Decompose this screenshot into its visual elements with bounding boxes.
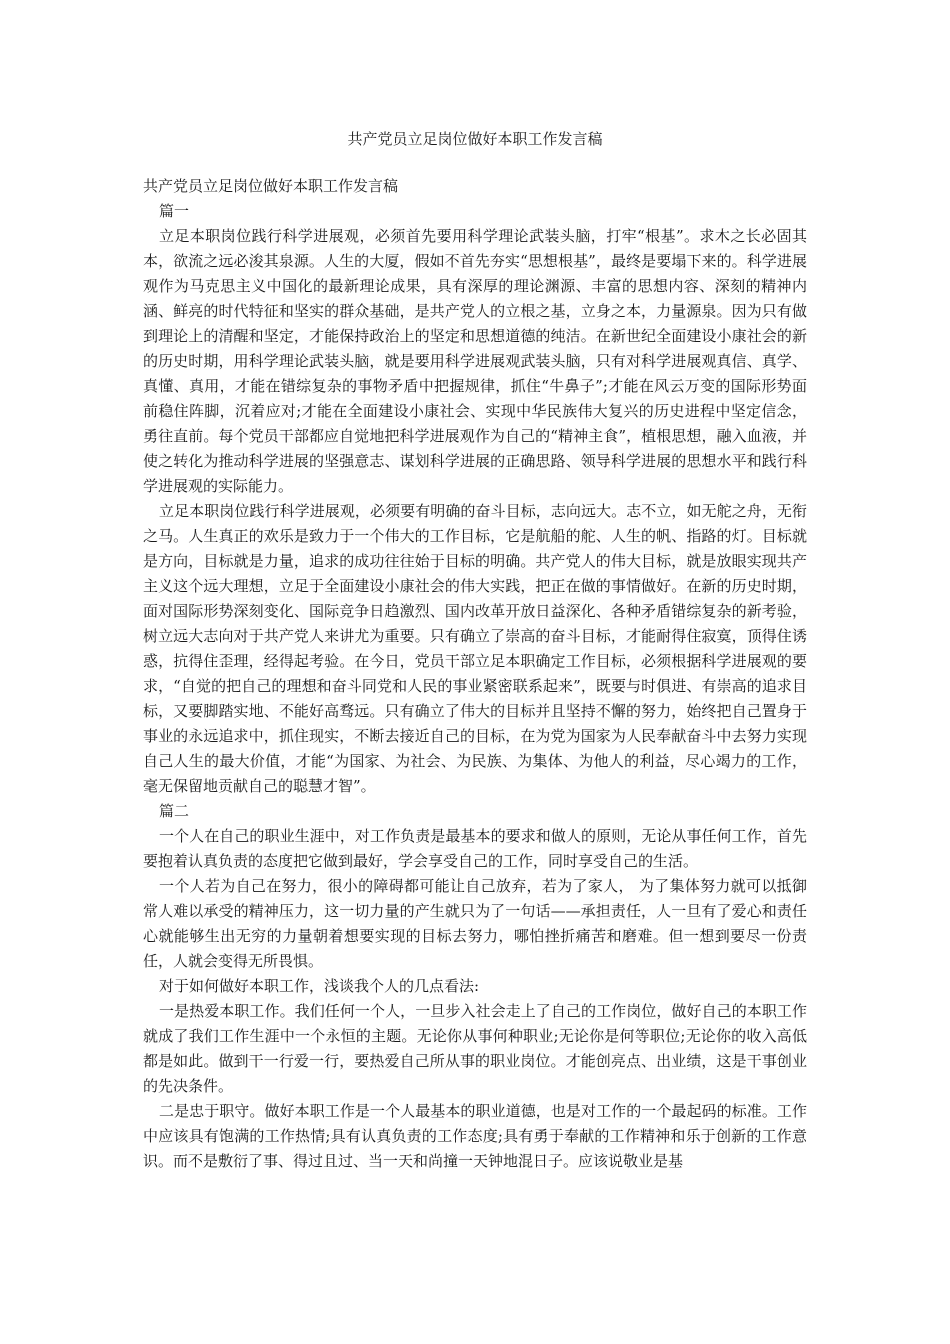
document-subtitle: 共产党员立足岗位做好本职工作发言稿 bbox=[143, 177, 399, 195]
paragraph-4: 一个人若为自己在努力，很小的障碍都可能让自己放弃，若为了家人， 为了集体努力就可以抵御常人难以承受的精神压力，这一切力量的产生就只为了一句话——承担责任，人一旦有了爱心和责任心就能够生出无穷的力量朝着想要实现的目标去努力，哪怕挫折痛苦和磨难。但一想到要尽一份责任，人就会变得无所畏惧。 bbox=[143, 877, 807, 970]
paragraph-7: 二是忠于职守。做好本职工作是一个人最基本的职业道德，也是对工作的一个最起码的标准。工作中应该具有饱满的工作热情;具有认真负责的工作态度;具有勇于奉献的工作精神和乐于创新的工作意识。而不是敷衍了事、得过且过、当一天和尚撞一天钟地混日子。应该说敬业是基 bbox=[143, 1102, 807, 1170]
document-title: 共产党员立足岗位做好本职工作发言稿 bbox=[347, 130, 603, 148]
paragraph-1: 立足本职岗位践行科学进展观，必须首先要用科学理论武装头脑，打牢“根基”。求木之长必固其本，欲流之远必浚其泉源。人生的大厦，假如不首先夯实“思想根基”，最终是要塌下来的。科学进展观作为马克思主义中国化的最新理论成果，具有深厚的理论渊源、丰富的思想内容、深刻的精神内涵、鲜亮的时代特征和坚实的群众基础，是共产党人的立根之基，立身之本，力量源泉。因为只有做到理论上的清醒和坚定，才能保持政治上的坚定和思想道德的纯洁。在新世纪全面建设小康社会的新的历史时期，用科学理论武装头脑，就是要用科学进展观武装头脑，只有对科学进展观真信、真学、真懂、真用，才能在错综复杂的事物矛盾中把握规律，抓住“牛鼻子”;才能在风云万变的国际形势面前稳住阵脚，沉着应对;才能在全面建设小康社会、实现中华民族伟大复兴的历史进程中坚定信念，勇往直前。每个党员干部都应自觉地把科学进展观作为自己的“精神主食”，植根思想，融入血液，并使之转化为推动科学进展的坚强意志、谋划科学进展的正确思路、领导科学进展的思想水平和践行科学进展观的实际能力。 bbox=[143, 227, 807, 495]
paragraph-5: 对于如何做好本职工作，浅谈我个人的几点看法: bbox=[159, 977, 480, 995]
paragraph-2: 立足本职岗位践行科学进展观，必须要有明确的奋斗目标，志向远大。志不立，如无舵之舟，无衔之马。人生真正的欢乐是致力于一个伟大的工作目标，它是航船的舵、人生的帆、指路的灯。目标就是方向，目标就是力量，追求的成功往往始于目标的明确。共产党人的伟大目标，就是放眼实现共产主义这个远大理想，立足于全面建设小康社会的伟大实践，把正在做的事情做好。在新的历史时期，面对国际形势深刻变化、国际竞争日趋激烈、国内改革开放日益深化、各种矛盾错综复杂的新考验，树立远大志向对于共产党人来讲尤为重要。只有确立了崇高的奋斗目标，才能耐得住寂寞，顶得住诱惑，抗得住歪理，经得起考验。在今日，党员干部立足本职确定工作目标，必须根据科学进展观的要求，“自觉的把自己的理想和奋斗同党和人民的事业紧密联系起来”，既要与时俱进、有崇高的追求目标，又要脚踏实地、不能好高骛远。只有确立了伟大的目标并且坚持不懈的努力，始终把自己置身于事业的永远追求中，抓住现实，不断去接近自己的目标，在为党为国家为人民奉献奋斗中去努力实现自己人生的最大价值，才能“为国家、为社会、为民族、为集体、为他人的利益，尽心竭力的工作，毫无保留地贡献自己的聪慧才智”。 bbox=[143, 502, 807, 795]
section-heading-1: 篇一 bbox=[159, 202, 190, 220]
paragraph-3: 一个人在自己的职业生涯中，对工作负责是最基本的要求和做人的原则，无论从事任何工作，首先要抱着认真负责的态度把它做到最好，学会享受自己的工作，同时享受自己的生活。 bbox=[143, 827, 807, 870]
section-heading-2: 篇二 bbox=[159, 802, 190, 820]
document-body bbox=[143, 174, 807, 1174]
paragraph-6: 一是热爱本职工作。我们任何一个人，一旦步入社会走上了自己的工作岗位，做好自己的本职工作就成了我们工作生涯中一个永恒的主题。无论你从事何种职业;无论你是何等职位;无论你的收入高低都是如此。做到干一行爱一行，要热爱自己所从事的职业岗位。才能创亮点、出业绩，这是干事创业的先决条件。 bbox=[143, 1002, 807, 1095]
